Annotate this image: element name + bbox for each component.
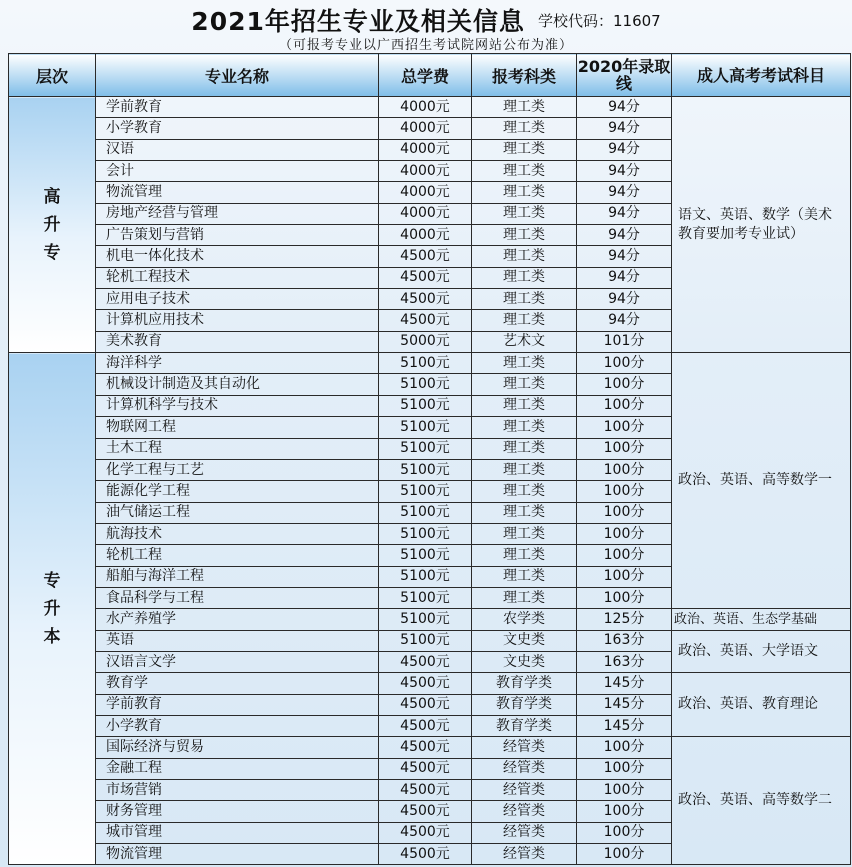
fee-cell: 4500元 xyxy=(379,758,472,779)
fee-cell: 4000元 xyxy=(379,225,472,246)
score-cell: 100分 xyxy=(577,502,672,523)
category-cell: 经管类 xyxy=(472,822,577,843)
major-name: 物流管理 xyxy=(96,844,379,865)
score-cell: 100分 xyxy=(577,822,672,843)
level-cell xyxy=(9,353,96,865)
school-code: 学校代码：11607 xyxy=(537,11,661,30)
score-cell: 100分 xyxy=(577,780,672,801)
admissions-table xyxy=(8,53,851,865)
score-cell: 100分 xyxy=(577,417,672,438)
category-cell: 理工类 xyxy=(472,267,577,288)
score-cell: 101分 xyxy=(577,331,672,352)
major-name: 汉语言文学 xyxy=(96,651,379,672)
major-name: 汉语 xyxy=(96,139,379,160)
category-cell: 理工类 xyxy=(472,374,577,395)
fee-cell: 4500元 xyxy=(379,673,472,694)
score-cell: 100分 xyxy=(577,395,672,416)
category-cell: 农学类 xyxy=(472,609,577,630)
major-name: 油气储运工程 xyxy=(96,502,379,523)
category-cell: 经管类 xyxy=(472,758,577,779)
score-cell: 100分 xyxy=(577,737,672,758)
header-subjects: 成人高考考试科目 xyxy=(672,54,851,97)
major-name: 计算机科学与技术 xyxy=(96,395,379,416)
category-cell: 理工类 xyxy=(472,139,577,160)
major-name: 国际经济与贸易 xyxy=(96,737,379,758)
major-name: 土木工程 xyxy=(96,438,379,459)
major-name: 会计 xyxy=(96,161,379,182)
score-cell: 94分 xyxy=(577,139,672,160)
score-cell: 163分 xyxy=(577,651,672,672)
exam-subjects-cell: 政治、英语、高等数学一 xyxy=(672,353,851,609)
score-cell: 145分 xyxy=(577,673,672,694)
major-name: 学前教育 xyxy=(96,97,379,118)
major-name: 计算机应用技术 xyxy=(96,310,379,331)
major-name: 机电一体化技术 xyxy=(96,246,379,267)
category-cell: 理工类 xyxy=(472,417,577,438)
category-cell: 理工类 xyxy=(472,225,577,246)
fee-cell: 5100元 xyxy=(379,609,472,630)
category-cell: 文史类 xyxy=(472,651,577,672)
header-category: 报考科类 xyxy=(472,54,577,97)
score-cell: 94分 xyxy=(577,203,672,224)
fee-cell: 4500元 xyxy=(379,801,472,822)
fee-cell: 4000元 xyxy=(379,97,472,118)
major-name: 小学教育 xyxy=(96,118,379,139)
fee-cell: 4500元 xyxy=(379,715,472,736)
category-cell: 理工类 xyxy=(472,545,577,566)
category-cell: 理工类 xyxy=(472,459,577,480)
fee-cell: 4500元 xyxy=(379,844,472,865)
category-cell: 理工类 xyxy=(472,566,577,587)
exam-subjects-cell: 政治、英语、大学语文 xyxy=(672,630,851,673)
header-score: 2020年录取线 xyxy=(577,54,672,97)
score-cell: 145分 xyxy=(577,715,672,736)
category-cell: 理工类 xyxy=(472,246,577,267)
fee-cell: 5100元 xyxy=(379,502,472,523)
category-cell: 理工类 xyxy=(472,481,577,502)
major-name: 美术教育 xyxy=(96,331,379,352)
page-subtitle: （可报考专业以广西招生考试院网站公布为准） xyxy=(278,38,573,53)
score-cell: 94分 xyxy=(577,182,672,203)
fee-cell: 4000元 xyxy=(379,118,472,139)
category-cell: 理工类 xyxy=(472,523,577,544)
score-cell: 145分 xyxy=(577,694,672,715)
major-name: 航海技术 xyxy=(96,523,379,544)
category-cell: 理工类 xyxy=(472,587,577,608)
score-cell: 100分 xyxy=(577,481,672,502)
category-cell: 经管类 xyxy=(472,780,577,801)
score-cell: 100分 xyxy=(577,566,672,587)
table-header-row xyxy=(9,54,851,97)
fee-cell: 4500元 xyxy=(379,822,472,843)
score-cell: 94分 xyxy=(577,161,672,182)
fee-cell: 5100元 xyxy=(379,353,472,374)
score-cell: 163分 xyxy=(577,630,672,651)
score-cell: 100分 xyxy=(577,374,672,395)
major-name: 财务管理 xyxy=(96,801,379,822)
level-label: 专升本 xyxy=(43,570,61,647)
major-name: 能源化学工程 xyxy=(96,481,379,502)
exam-subjects-cell: 政治、英语、生态学基础 xyxy=(672,609,851,630)
fee-cell: 5100元 xyxy=(379,566,472,587)
table-row xyxy=(9,609,851,630)
major-name: 小学教育 xyxy=(96,715,379,736)
table-row xyxy=(9,673,851,694)
category-cell: 理工类 xyxy=(472,353,577,374)
category-cell: 理工类 xyxy=(472,161,577,182)
fee-cell: 4500元 xyxy=(379,694,472,715)
category-cell: 理工类 xyxy=(472,438,577,459)
category-cell: 艺术文 xyxy=(472,331,577,352)
score-cell: 100分 xyxy=(577,545,672,566)
score-cell: 100分 xyxy=(577,353,672,374)
category-cell: 理工类 xyxy=(472,395,577,416)
major-name: 轮机工程 xyxy=(96,545,379,566)
major-name: 应用电子技术 xyxy=(96,289,379,310)
fee-cell: 4000元 xyxy=(379,161,472,182)
score-cell: 94分 xyxy=(577,289,672,310)
fee-cell: 4500元 xyxy=(379,246,472,267)
major-name: 物流管理 xyxy=(96,182,379,203)
fee-cell: 5100元 xyxy=(379,374,472,395)
fee-cell: 5100元 xyxy=(379,587,472,608)
header-fee: 总学费 xyxy=(379,54,472,97)
category-cell: 教育学类 xyxy=(472,673,577,694)
exam-subjects-cell: 语文、英语、数学（美术教育要加考专业试） xyxy=(672,97,851,353)
fee-cell: 5000元 xyxy=(379,331,472,352)
fee-cell: 5100元 xyxy=(379,630,472,651)
category-cell: 理工类 xyxy=(472,289,577,310)
score-cell: 94分 xyxy=(577,225,672,246)
exam-subjects-cell: 政治、英语、高等数学二 xyxy=(672,737,851,865)
level-label: 高升专 xyxy=(43,186,61,263)
major-name: 学前教育 xyxy=(96,694,379,715)
fee-cell: 5100元 xyxy=(379,545,472,566)
level-cell xyxy=(9,97,96,353)
fee-cell: 4500元 xyxy=(379,651,472,672)
major-name: 化学工程与工艺 xyxy=(96,459,379,480)
category-cell: 理工类 xyxy=(472,502,577,523)
fee-cell: 4500元 xyxy=(379,310,472,331)
major-name: 食品科学与工程 xyxy=(96,587,379,608)
score-cell: 94分 xyxy=(577,97,672,118)
score-cell: 100分 xyxy=(577,438,672,459)
fee-cell: 5100元 xyxy=(379,459,472,480)
category-cell: 经管类 xyxy=(472,801,577,822)
major-name: 房地产经营与管理 xyxy=(96,203,379,224)
fee-cell: 4500元 xyxy=(379,289,472,310)
score-cell: 100分 xyxy=(577,587,672,608)
fee-cell: 4500元 xyxy=(379,780,472,801)
category-cell: 教育学类 xyxy=(472,694,577,715)
exam-subjects-cell: 政治、英语、教育理论 xyxy=(672,673,851,737)
table-row xyxy=(9,737,851,758)
category-cell: 理工类 xyxy=(472,310,577,331)
category-cell: 理工类 xyxy=(472,182,577,203)
fee-cell: 5100元 xyxy=(379,438,472,459)
fee-cell: 5100元 xyxy=(379,417,472,438)
score-cell: 94分 xyxy=(577,310,672,331)
page-title: 2021年招生专业及相关信息 xyxy=(191,7,525,36)
title-row xyxy=(0,2,852,34)
major-name: 轮机工程技术 xyxy=(96,267,379,288)
header-major: 专业名称 xyxy=(96,54,379,97)
major-name: 广告策划与营销 xyxy=(96,225,379,246)
score-cell: 94分 xyxy=(577,267,672,288)
category-cell: 理工类 xyxy=(472,118,577,139)
score-cell: 100分 xyxy=(577,758,672,779)
fee-cell: 4500元 xyxy=(379,267,472,288)
major-name: 市场营销 xyxy=(96,780,379,801)
table-row xyxy=(9,630,851,651)
score-cell: 100分 xyxy=(577,459,672,480)
fee-cell: 4500元 xyxy=(379,737,472,758)
category-cell: 理工类 xyxy=(472,203,577,224)
category-cell: 经管类 xyxy=(472,737,577,758)
table-row xyxy=(9,353,851,374)
category-cell: 教育学类 xyxy=(472,715,577,736)
major-name: 水产养殖学 xyxy=(96,609,379,630)
score-cell: 100分 xyxy=(577,844,672,865)
category-cell: 理工类 xyxy=(472,97,577,118)
header-level: 层次 xyxy=(9,54,96,97)
major-name: 船舶与海洋工程 xyxy=(96,566,379,587)
score-cell: 125分 xyxy=(577,609,672,630)
major-name: 城市管理 xyxy=(96,822,379,843)
score-cell: 100分 xyxy=(577,801,672,822)
table-row xyxy=(9,97,851,118)
major-name: 金融工程 xyxy=(96,758,379,779)
major-name: 英语 xyxy=(96,630,379,651)
score-cell: 94分 xyxy=(577,246,672,267)
fee-cell: 5100元 xyxy=(379,523,472,544)
category-cell: 文史类 xyxy=(472,630,577,651)
fee-cell: 5100元 xyxy=(379,481,472,502)
major-name: 海洋科学 xyxy=(96,353,379,374)
category-cell: 经管类 xyxy=(472,844,577,865)
score-cell: 100分 xyxy=(577,523,672,544)
major-name: 教育学 xyxy=(96,673,379,694)
fee-cell: 4000元 xyxy=(379,182,472,203)
fee-cell: 4000元 xyxy=(379,139,472,160)
table-body xyxy=(9,97,851,865)
score-cell: 94分 xyxy=(577,118,672,139)
fee-cell: 4000元 xyxy=(379,203,472,224)
major-name: 物联网工程 xyxy=(96,417,379,438)
major-name: 机械设计制造及其自动化 xyxy=(96,374,379,395)
fee-cell: 5100元 xyxy=(379,395,472,416)
